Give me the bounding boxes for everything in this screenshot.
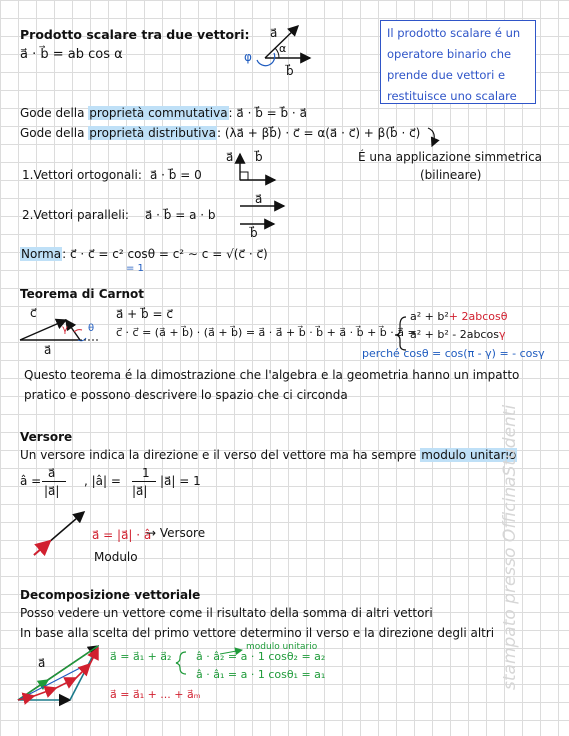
carnot-because: perché cosθ = cos(π - γ) = - cosγ: [362, 347, 545, 360]
scalar-product-title: Prodotto scalare tra due vettori:: [20, 27, 250, 42]
commutative-line: [20, 106, 307, 120]
scalar-product-formula: a⃗ · b⃗ = ab cos α: [20, 47, 123, 62]
carnot-label-a: a⃗: [44, 343, 52, 357]
distributive-line: [20, 126, 420, 140]
parallel-equation: a⃗ · b⃗ = a · b: [145, 208, 216, 222]
carnot-result-1: [410, 310, 507, 324]
parallel-diagram: [240, 206, 284, 224]
definition-line-4: restituisce uno scalare: [387, 89, 517, 103]
decomposition-eq1: a⃗ = a⃗₁ + a⃗₂: [110, 650, 172, 663]
parallel-a-label: a⃗: [255, 192, 263, 206]
diagram-label-alpha: α: [279, 42, 287, 55]
orthogonal-a-label: a⃗: [226, 150, 234, 164]
orthogonal-equation: a⃗ · b⃗ = 0: [150, 168, 202, 182]
carnot-title: Teorema di Carnot: [20, 287, 145, 301]
versore-modulus-lhs: , |â| =: [84, 474, 121, 488]
versore-diagram: [34, 512, 84, 555]
orthogonal-label: 1.Vettori ortogonali:: [22, 168, 142, 182]
decomposition-line-1: Posso vedere un vettore come il risultato della somma di altri vettori: [20, 606, 433, 620]
carnot-result-1-base: a² + b²: [410, 310, 449, 323]
parallel-label: 2.Vettori paralleli:: [22, 208, 129, 222]
norm-equation: : c⃗ · c⃗ = c² cosθ = c² ∼ c = √(c⃗ · c⃗): [62, 247, 268, 261]
commutative-highlight: proprietà commutativa: [89, 106, 228, 120]
distributive-highlight: proprietà distributiva: [89, 126, 216, 140]
decomposition-brace: [176, 652, 186, 674]
versore-definition-den: |a⃗|: [44, 484, 60, 498]
decomposition-note: modulo unitario: [246, 642, 318, 652]
diagram-label-phi: φ: [244, 50, 252, 64]
definition-box: [380, 20, 536, 104]
orthogonal-b-label: b⃗: [255, 150, 263, 164]
decomposition-eq2: â · â₂ = a · 1 cosθ₂ = a₂: [196, 650, 326, 663]
norm-highlight: Norma: [21, 247, 62, 261]
versore-text: [20, 448, 517, 462]
versore-definition-num: a⃗: [48, 466, 56, 480]
carnot-eq1: a⃗ + b⃗ = c⃗: [116, 307, 173, 321]
carnot-eq2: c⃗ · c⃗ = (a⃗ + b⃗) · (a⃗ + b⃗) = a⃗ · a⃗ + b⃗ · b⃗ + a⃗ · b⃗ + b⃗ · a⃗ =: [116, 326, 417, 339]
carnot-label-gamma: γ: [62, 324, 68, 335]
decomposition-line-2: In base alla scelta del primo vettore determino il verso e la direzione degli altri: [20, 626, 495, 640]
definition-line-1: Il prodotto scalare é un: [387, 26, 521, 40]
distributive-prefix: Gode della: [20, 126, 89, 140]
versore-title: Versore: [20, 430, 73, 444]
symmetric-line-2: (bilineare): [420, 168, 482, 182]
watermark: stampato presso OfficinaStudenti: [500, 404, 520, 690]
versore-text-highlight: modulo unitario: [421, 448, 517, 462]
definition-line-2: operatore binario che: [387, 47, 512, 61]
symmetric-line-1: É una applicazione simmetrica: [358, 150, 543, 164]
carnot-label-c: c⃗: [30, 306, 37, 320]
decomposition-eq3: â · â₁ = a · 1 cosθ₁ = a₁: [196, 668, 326, 681]
versore-modulus-num: 1: [142, 466, 150, 480]
versore-label: → Versore: [146, 526, 206, 540]
carnot-description-1: Questo teorema é la dimostrazione che l'algebra e la geometria hanno un impatto: [24, 368, 520, 382]
versore-fraction-bar: [42, 481, 66, 482]
versore-equation: a⃗ = |a⃗| · â: [92, 528, 152, 542]
norm-line: [20, 247, 268, 261]
decomposition-eq4: a⃗ = a⃗₁ + ... + a⃗ₘ: [110, 688, 201, 701]
diagram-label-b: b⃗: [286, 64, 294, 78]
versore-definition-lhs: â =: [20, 474, 42, 488]
norm-note: = 1: [126, 263, 144, 274]
commutative-prefix: Gode della: [20, 106, 89, 120]
decomposition-title: Decomposizione vettoriale: [20, 588, 201, 602]
carnot-result-2-base: a² + b² - 2abcos: [410, 328, 499, 341]
versore-modulus-rhs: |a⃗| = 1: [160, 474, 201, 488]
decomposition-diagram: [18, 646, 98, 700]
carnot-result-2: [410, 328, 505, 342]
carnot-result-1-red: + 2abcosθ: [448, 310, 508, 323]
commutative-equation: : a⃗ · b⃗ = b⃗ · a⃗: [228, 106, 307, 120]
decomposition-label-a: a⃗: [38, 656, 46, 670]
carnot-label-theta: θ: [88, 323, 95, 334]
distributive-equation: : (λa⃗ + βb⃗) · c⃗ = α(a⃗ · c⃗) + β(b⃗ · c⃗): [216, 126, 421, 140]
modulo-label: Modulo: [94, 550, 138, 564]
parallel-b-label: b⃗: [250, 226, 258, 240]
diagram-label-a: a⃗: [270, 26, 278, 40]
carnot-description-2: pratico e possono descrivere lo spazio che ci circonda: [24, 388, 348, 402]
versore-modulus-bar: [132, 481, 156, 482]
versore-text-plain: Un versore indica la direzione e il verso del vettore ma ha sempre: [20, 448, 421, 462]
definition-line-3: prende due vettori e: [387, 68, 506, 82]
distributive-arrow: [428, 128, 434, 146]
versore-modulus-den: |a⃗|: [132, 484, 148, 498]
carnot-result-2-red: γ: [498, 328, 506, 341]
